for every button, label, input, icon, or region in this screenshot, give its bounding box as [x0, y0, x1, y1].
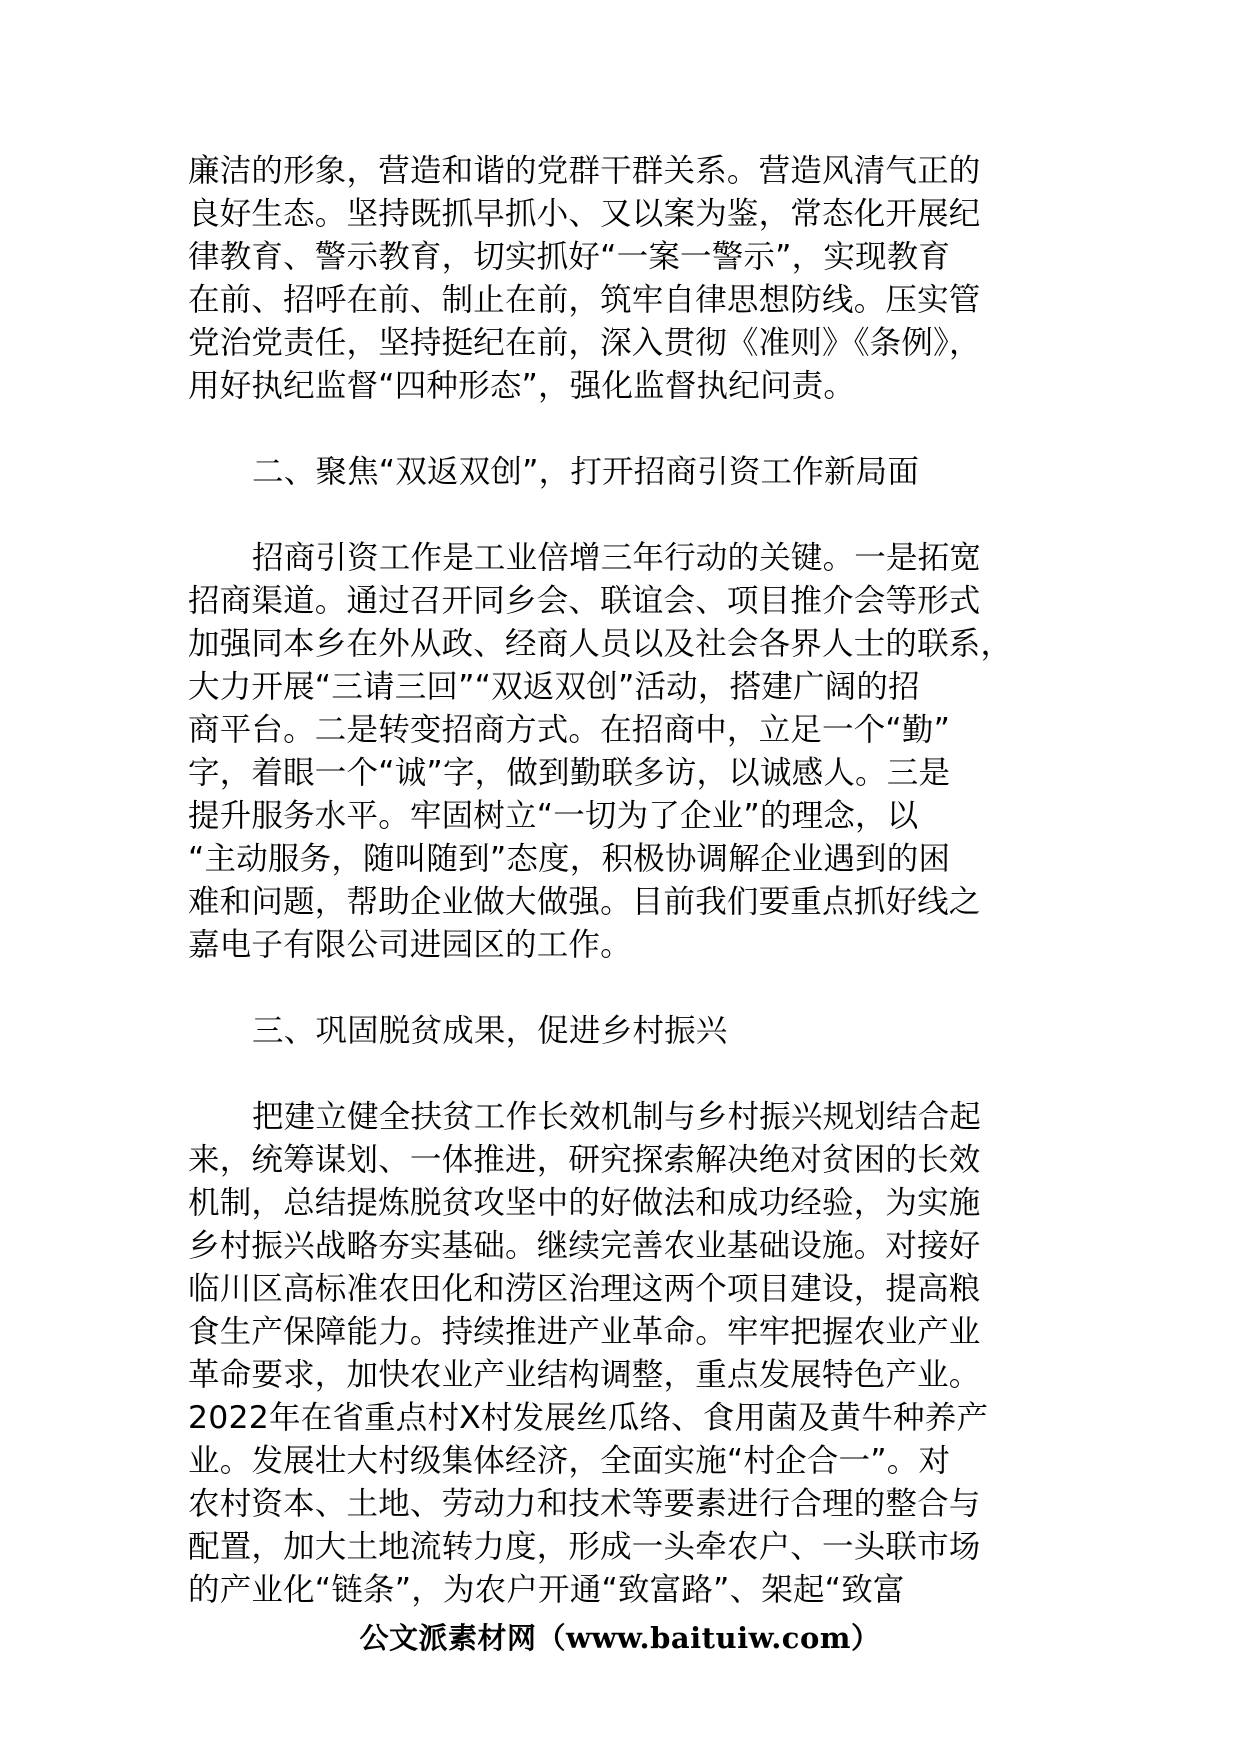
text-line: 廉洁的形象，营造和谐的党群干群关系。营造风清气正的 — [188, 153, 981, 189]
paragraph-3 — [188, 537, 1060, 967]
heading-line: 二、聚焦“双返双创”，打开招商引资工作新局面 — [252, 454, 920, 490]
text-line: 律教育、警示教育，切实抓好“一案一警示”，实现教育 — [188, 239, 951, 275]
paragraph-gap — [188, 967, 1060, 1010]
text-line: 配置，加大土地流转力度，形成一头牵农户、一头联市场 — [188, 1529, 981, 1565]
text-line: 良好生态。坚持既抓早抓小、又以案为鉴，常态化开展纪 — [188, 196, 981, 232]
text-line: 在前、招呼在前、制止在前，筑牢自律思想防线。压实管 — [188, 282, 981, 318]
text-line: 党治党责任，坚持挺纪在前，深入贯彻《准则》《条例》， — [188, 325, 981, 361]
text-line: 提升服务水平。牢固树立“一切为了企业”的理念，以 — [188, 798, 919, 834]
text-line: 招商引资工作是工业倍增三年行动的关键。一是拓宽 — [252, 540, 982, 576]
text-line: 招商渠道。通过召开同乡会、联谊会、项目推介会等形式 — [188, 583, 981, 619]
paragraph-gap — [188, 1053, 1060, 1096]
text-line: 乡村振兴战略夯实基础。继续完善农业基础设施。对接好 — [188, 1228, 981, 1264]
paragraph-gap — [188, 408, 1060, 451]
heading-line: 三、巩固脱贫成果，促进乡村振兴 — [252, 1013, 728, 1049]
footer-watermark: 公文派素材网（www.baituiw.com） — [359, 1621, 881, 1655]
text-line: 革命要求，加快农业产业结构调整，重点发展特色产业。 — [188, 1357, 981, 1393]
text-line: 大力开展“三请三回”“双返双创”活动，搭建广阔的招 — [188, 669, 920, 705]
text-line: 加强同本乡在外从政、经商人员以及社会各界人士的联系， — [188, 626, 1013, 662]
text-line: 字，着眼一个“诚”字，做到勤联多访，以诚感人。三是 — [188, 755, 951, 791]
document-body — [188, 150, 1060, 1612]
text-line: 商平台。二是转变招商方式。在招商中，立足一个“勤” — [188, 712, 951, 748]
paragraph-gap — [188, 494, 1060, 537]
paragraph-5 — [188, 1096, 1060, 1612]
text-line: “主动服务，随叫随到”态度，积极协调解企业遇到的困 — [188, 841, 951, 877]
text-line: 农村资本、土地、劳动力和技术等要素进行合理的整合与 — [188, 1486, 981, 1522]
text-line: 业。发展壮大村级集体经济，全面实施“村企合一”。对 — [188, 1443, 951, 1479]
section-heading-2 — [188, 451, 1060, 494]
text-line: 临川区高标准农田化和涝区治理这两个项目建设，提高粮 — [188, 1271, 981, 1307]
text-line: 嘉电子有限公司进园区的工作。 — [188, 927, 632, 963]
text-line: 的产业化“链条”，为农户开通“致富路”、架起“致富 — [188, 1572, 905, 1608]
text-line: 食生产保障能力。持续推进产业革命。牢牢把握农业产业 — [188, 1314, 981, 1350]
text-line: 把建立健全扶贫工作长效机制与乡村振兴规划结合起 — [252, 1099, 982, 1135]
text-line: 2022年在省重点村X村发展丝瓜络、食用菌及黄牛种养产 — [188, 1400, 989, 1436]
section-heading-3 — [188, 1010, 1060, 1053]
paragraph-1 — [188, 150, 1060, 408]
text-line: 来，统筹谋划、一体推进，研究探索解决绝对贫困的长效 — [188, 1142, 981, 1178]
text-line: 机制，总结提炼脱贫攻坚中的好做法和成功经验，为实施 — [188, 1185, 981, 1221]
text-line: 用好执纪监督“四种形态”，强化监督执纪问责。 — [188, 368, 856, 404]
text-line: 难和问题，帮助企业做大做强。目前我们要重点抓好线之 — [188, 884, 981, 920]
